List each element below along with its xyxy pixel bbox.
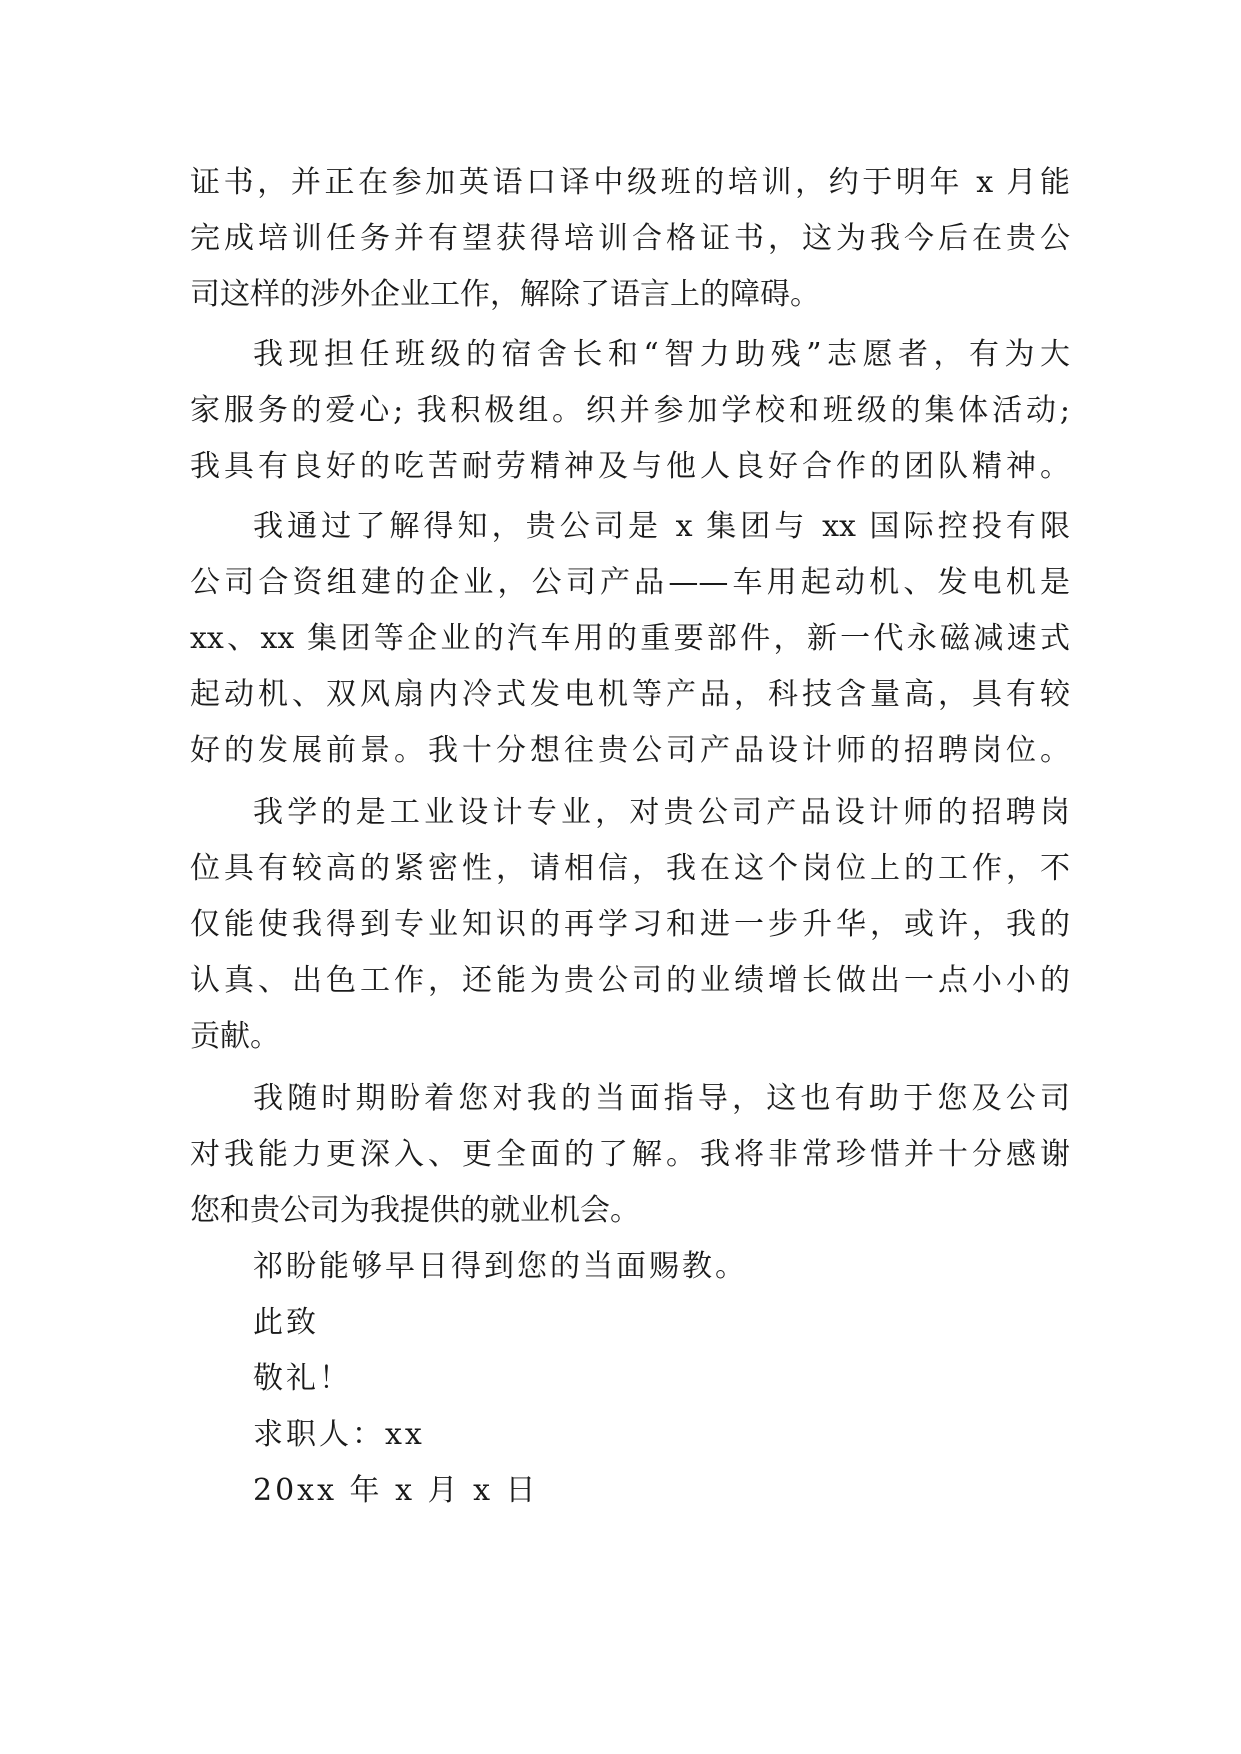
paragraph-4-line-3: 仅能使我得到专业知识的再学习和进一步升华，或许，我的: [190, 907, 1070, 942]
paragraph-4-line-5: 贡献。: [190, 1019, 280, 1054]
paragraph-5-line-1: 我随时期盼着您对我的当面指导，这也有助于您及公司: [253, 1081, 1070, 1116]
paragraph-2-line-3: 我具有良好的吃苦耐劳精神及与他人良好合作的团队精神。: [190, 449, 1070, 484]
paragraph-4-line-1: 我学的是工业设计专业，对贵公司产品设计师的招聘岗: [253, 795, 1070, 830]
paragraph-4-line-2: 位具有较高的紧密性，请相信，我在这个岗位上的工作，不: [190, 851, 1070, 886]
paragraph-3-line-2: 公司合资组建的企业，公司产品——车用起动机、发电机是: [190, 565, 1070, 600]
paragraph-5-line-2: 对我能力更深入、更全面的了解。我将非常珍惜并十分感谢: [190, 1137, 1070, 1172]
paragraph-1-line-1: 证书，并正在参加英语口译中级班的培训，约于明年 x 月能: [190, 165, 1070, 200]
paragraph-2-line-2: 家服务的爱心; 我积极组。织并参加学校和班级的集体活动;: [190, 393, 1070, 428]
closing-regards-1: 此致: [253, 1305, 319, 1340]
paragraph-3-line-3: xx、xx 集团等企业的汽车用的重要部件，新一代永磁减速式: [190, 621, 1070, 656]
paragraph-1-line-2: 完成培训任务并有望获得培训合格证书，这为我今后在贵公: [190, 221, 1070, 256]
paragraph-2-line-1: 我现担任班级的宿舍长和“智力助残”志愿者，有为大: [253, 337, 1070, 372]
signature: 求职人：xx: [253, 1417, 425, 1452]
paragraph-4-line-4: 认真、出色工作，还能为贵公司的业绩增长做出一点小小的: [190, 963, 1070, 998]
paragraph-1-line-3: 司这样的涉外企业工作，解除了语言上的障碍。: [190, 277, 820, 312]
paragraph-3-line-4: 起动机、双风扇内冷式发电机等产品，科技含量高，具有较: [190, 677, 1070, 712]
paragraph-3-line-1: 我通过了解得知，贵公司是 x 集团与 xx 国际控投有限: [253, 509, 1070, 544]
closing-regards-2: 敬礼！: [253, 1361, 352, 1396]
paragraph-3-line-5: 好的发展前景。我十分想往贵公司产品设计师的招聘岗位。: [190, 733, 1070, 768]
paragraph-5-line-3: 您和贵公司为我提供的就业机会。: [190, 1193, 640, 1228]
date: 20xx 年 x 月 x 日: [253, 1473, 539, 1508]
closing-wish: 祁盼能够早日得到您的当面赐教。: [253, 1249, 748, 1284]
